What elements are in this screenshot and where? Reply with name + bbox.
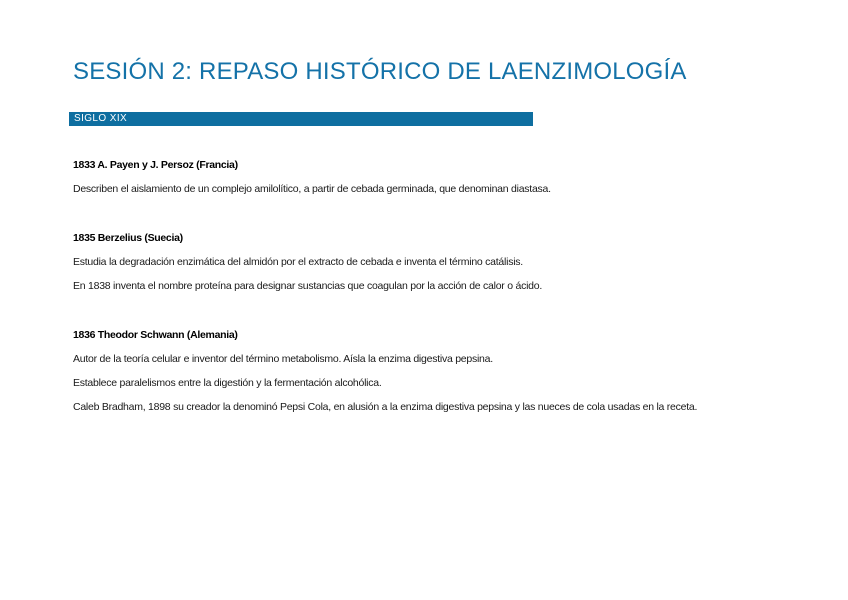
section-header-siglo-xix bbox=[69, 112, 533, 126]
entry-heading: 1833 A. Payen y J. Persoz (Francia) bbox=[73, 159, 238, 171]
entry-line: Estudia la degradación enzimática del almidón por el extracto de cebada e inventa el término catálisis. bbox=[73, 256, 523, 268]
entry-payen-persoz bbox=[73, 158, 551, 201]
entry-heading: 1836 Theodor Schwann (Alemania) bbox=[73, 329, 238, 341]
entry-berzelius bbox=[73, 231, 542, 298]
entry-line: Autor de la teoría celular e inventor del término metabolismo. Aísla la enzima digestiva pepsina. bbox=[73, 353, 493, 365]
entry-line: Establece paralelismos entre la digestión y la fermentación alcohólica. bbox=[73, 377, 382, 389]
entry-schwann bbox=[73, 328, 697, 419]
section-header-label: SIGLO XIX bbox=[74, 113, 128, 124]
entry-line: En 1838 inventa el nombre proteína para designar sustancias que coagulan por la acción de calor o ácido. bbox=[73, 280, 542, 292]
page-title: SESIÓN 2: REPASO HISTÓRICO DE LAENZIMOLOGÍA bbox=[73, 58, 687, 85]
entry-line: Describen el aislamiento de un complejo amilolítico, a partir de cebada germinada, que denominan diastasa. bbox=[73, 183, 551, 195]
entry-line: Caleb Bradham, 1898 su creador la denominó Pepsi Cola, en alusión a la enzima digestiva pepsina y las nueces de cola usadas en la receta. bbox=[73, 401, 698, 413]
entry-heading: 1835 Berzelius (Suecia) bbox=[73, 232, 183, 244]
